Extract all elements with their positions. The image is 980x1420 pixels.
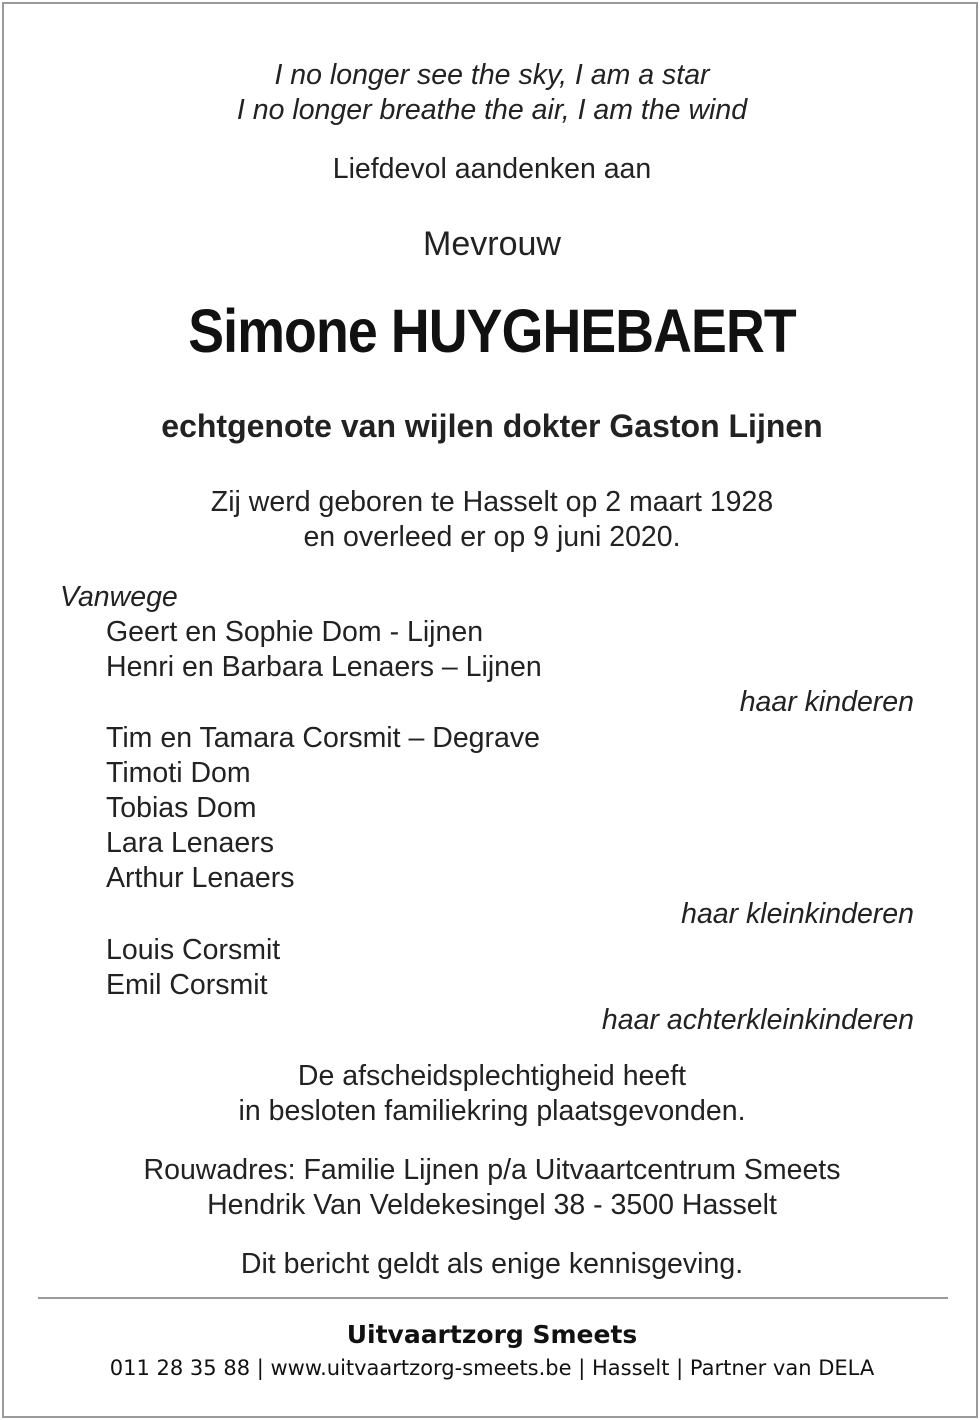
poem-line: I no longer see the sky, I am a star	[274, 59, 710, 91]
deceased-name: Simone HUYGHEBAERT	[188, 297, 796, 365]
address-line: Rouwadres: Familie Lijnen p/a Uitvaartcentrum Smeets	[143, 1154, 841, 1186]
grandchildren-list	[106, 721, 540, 896]
spouse-line: echtgenote van wijlen dokter Gaston Lijnen	[161, 408, 823, 444]
divider	[38, 1297, 948, 1299]
children-label: haar kinderen	[739, 686, 914, 718]
great-grandchildren-label: haar achterkleinkinderen	[601, 1004, 914, 1036]
address-line: Hendrik Van Veldekesingel 38 - 3500 Hasselt	[207, 1189, 777, 1221]
intro-text: Liefdevol aandenken aan	[332, 153, 652, 185]
list-item: Tobias Dom	[106, 792, 257, 824]
funeral-home-name: Uitvaartzorg Smeets	[346, 1320, 638, 1349]
funeral-home-contact: 011 28 35 88 | www.uitvaartzorg-smeets.be | Hasselt | Partner van DELA	[109, 1356, 875, 1380]
list-item: Arthur Lenaers	[106, 862, 295, 894]
children-list	[106, 615, 542, 685]
mourning-address	[4, 1153, 980, 1223]
death-line: en overleed er op 9 juni 2020.	[303, 521, 681, 553]
poem	[4, 58, 980, 128]
grandchildren-label: haar kleinkinderen	[681, 898, 914, 930]
ceremony-line: in besloten familiekring plaatsgevonden.	[238, 1095, 746, 1127]
title-word: Mevrouw	[423, 225, 561, 263]
list-item: Tim en Tamara Corsmit – Degrave	[106, 722, 540, 754]
birth-line: Zij werd geboren te Hasselt op 2 maart 1928	[210, 486, 774, 518]
list-item: Lara Lenaers	[106, 827, 274, 859]
notice-text: Dit bericht geldt als enige kennisgeving.	[240, 1248, 744, 1280]
obituary-card	[2, 2, 978, 1418]
list-item: Louis Corsmit	[106, 934, 281, 966]
list-item: Henri en Barbara Lenaers – Lijnen	[106, 651, 542, 683]
ceremony-text	[4, 1059, 980, 1129]
life-dates	[4, 485, 980, 555]
poem-line: I no longer breathe the air, I am the wind	[236, 94, 748, 126]
list-item: Emil Corsmit	[106, 969, 268, 1001]
great-grandchildren-list	[106, 933, 280, 1003]
ceremony-line: De afscheidsplechtigheid heeft	[297, 1060, 687, 1092]
list-item: Geert en Sophie Dom - Lijnen	[106, 616, 484, 648]
list-item: Timoti Dom	[106, 757, 251, 789]
mourners-intro: Vanwege	[60, 581, 178, 613]
